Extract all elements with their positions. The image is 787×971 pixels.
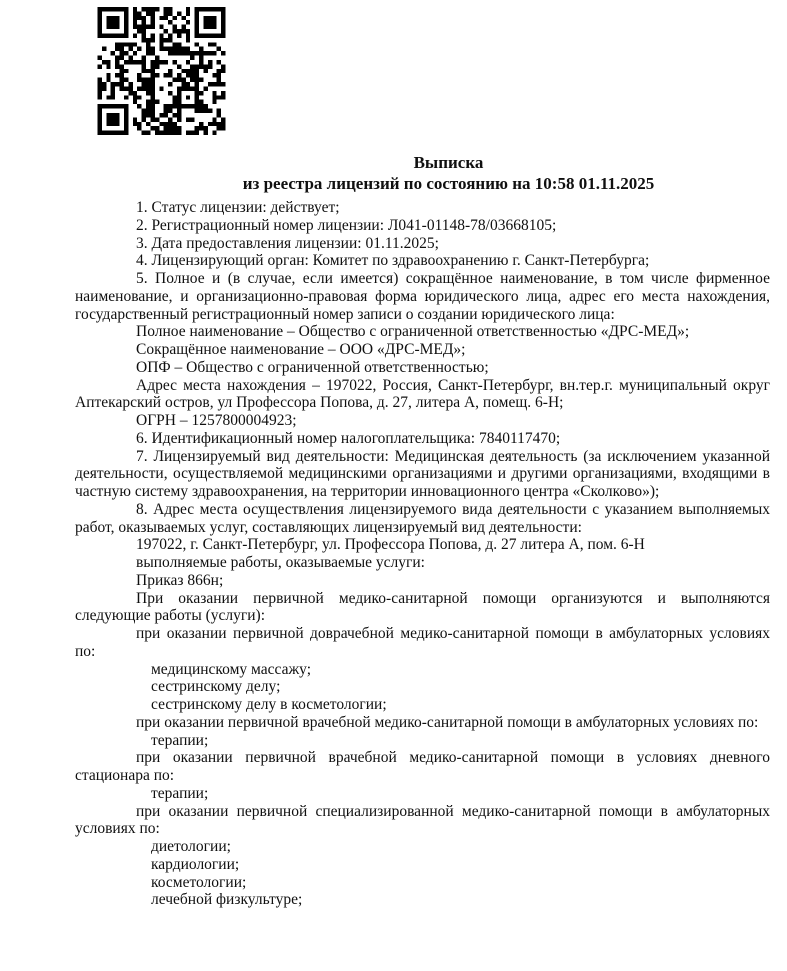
paragraph: 1. Статус лицензии: действует; (136, 199, 340, 216)
paragraph: 4. Лицензирующий орган: Комитет по здравоохранению г. Санкт-Петербурга; (136, 252, 650, 270)
paragraph: кардиологии; (151, 855, 240, 873)
paragraph: при оказании первичной врачебной медико-санитарной помощи в условиях дневного стационара по: (75, 749, 770, 784)
paragraph: Полное наименование – Общество с ограниченной ответственностью «ДРС-МЕД»; (136, 323, 690, 341)
paragraph: выполняемые работы, оказываемые услуги: (136, 554, 425, 571)
document-body (75, 199, 770, 909)
qr-code-icon (95, 7, 228, 135)
paragraph: лечебной физкультуре; (151, 891, 303, 909)
paragraph: 7. Лицензируемый вид деятельности: Медицинская деятельность (за исключением указанной деятельности, осуществляемой медицинскими организациями и другими организациями, входящими в частную систему здравоохранения, на территории инновационного центра «Сколково»); (75, 447, 770, 500)
paragraph: ОПФ – Общество с ограниченной ответственностью; (136, 358, 489, 376)
paragraph: при оказании первичной доврачебной медико-санитарной помощи в амбулаторных условиях по: (75, 625, 770, 660)
paragraph: 197022, г. Санкт-Петербург, ул. Профессора Попова, д. 27 литера А, пом. 6-Н (136, 536, 645, 554)
paragraph: 8. Адрес места осуществления лицензируемого вида деятельности с указанием выполняемых работ, оказываемых услуг, составляющих лицензируемый вид деятельности: (75, 500, 770, 536)
document-title-line1: Выписка (413, 153, 484, 172)
paragraph: сестринскому делу; (151, 678, 281, 696)
paragraph: сестринскому делу в косметологии; (151, 696, 387, 713)
paragraph: 3. Дата предоставления лицензии: 01.11.2025; (136, 234, 439, 252)
paragraph: при оказании первичной специализированной медико-санитарной помощи в амбулаторных условиях по: (75, 802, 770, 838)
paragraph: ОГРН – 1257800004923; (136, 412, 297, 429)
paragraph: Адрес места нахождения – 197022, Россия, Санкт-Петербург, вн.тер.г. муниципальный округ Аптекарский остров, ул Профессора Попова, д. 27, литера А, помещ. 6-Н; (75, 376, 770, 412)
paragraph: косметологии; (151, 873, 247, 891)
paragraph: диетологии; (151, 838, 231, 855)
paragraph: При оказании первичной медико-санитарной помощи организуются и выполняются следующие работы (услуги): (75, 589, 770, 625)
paragraph: 2. Регистрационный номер лицензии: Л041-01148-78/03668105; (136, 216, 557, 234)
paragraph: 6. Идентификационный номер налогоплательщика: 7840117470; (136, 429, 561, 447)
document-title-line2: из реестра лицензий по состоянию на 10:58 01.11.2025 (242, 174, 655, 193)
paragraph: Сокращённое наименование – ООО «ДРС-МЕД»; (136, 341, 466, 358)
license-extract-document (75, 152, 770, 909)
paragraph: 5. Полное и (в случае, если имеется) сокращённое наименование, в том числе фирменное наименование, и организационно-правовая форма юридического лица, адрес его места нахождения, государственный регистрационный номер записи о создании юридического лица: (75, 270, 770, 323)
paragraph: терапии; (151, 731, 209, 749)
paragraph: Приказ 866н; (136, 571, 224, 589)
paragraph: медицинскому массажу; (151, 660, 312, 678)
paragraph: при оказании первичной врачебной медико-санитарной помощи в амбулаторных условиях по: (136, 713, 759, 731)
paragraph: терапии; (151, 784, 209, 802)
